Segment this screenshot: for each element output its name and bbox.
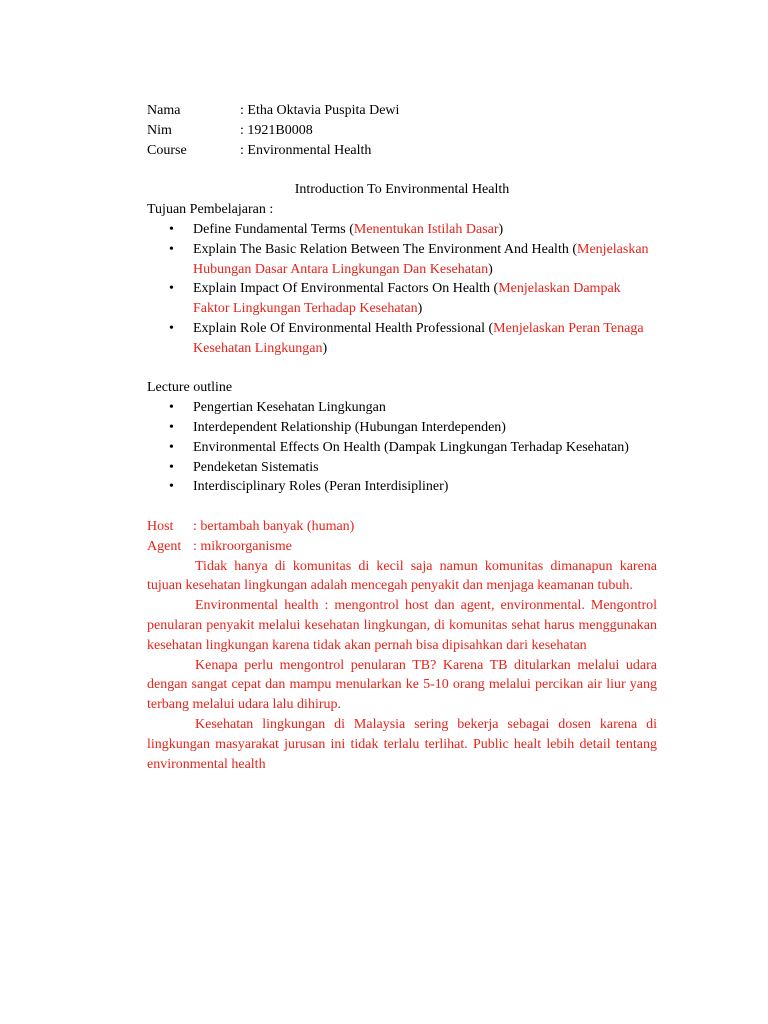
agent-value: : mikroorganisme [193, 538, 292, 554]
agent-label: Agent [147, 538, 182, 554]
field-label: Nim [147, 122, 172, 138]
field-course [147, 141, 657, 161]
item-english: Explain Role Of Environmental Health Professional ( [193, 320, 494, 336]
note-paragraph: Kesehatan lingkungan di Malaysia sering bekerja sebagai dosen karena di lingkungan masyarakat jurusan ini tidak terlalu terlihat. Public healt lebih detail tentang environmental health [147, 716, 657, 772]
item-translation: Menjelaskan Peran Tenaga Kesehatan Lingkungan [193, 320, 644, 356]
outline-heading: Lecture outline [147, 380, 233, 396]
item-text: Pengertian Kesehatan Lingkungan [193, 400, 386, 416]
bullet-icon: • [169, 459, 174, 475]
bullet-icon: • [169, 281, 174, 297]
list-item [147, 319, 657, 359]
document-title: Introduction To Environmental Health [294, 182, 510, 198]
document-page [147, 101, 657, 774]
lecture-notes [147, 517, 657, 774]
bullet-icon: • [169, 241, 174, 257]
item-translation: Menentukan Istilah Dasar [353, 221, 499, 237]
field-nama [147, 101, 657, 121]
note-paragraph: Environmental health : mengontrol host dan agent, environmental. Mengontrol penularan penyakit melalui kesehatan lingkungan, di komunitas sehat harus menggunakan kesehatan lingkungan karena tidak akan pernah bisa dipisahkan dari kesehatan [147, 598, 657, 653]
item-text: Interdependent Relationship (Hubungan Interdependen) [193, 419, 506, 435]
field-value: : Etha Oktavia Puspita Dewi [240, 103, 400, 118]
bullet-icon: • [169, 439, 174, 455]
list-item [147, 477, 657, 497]
item-close-paren: ) [488, 261, 493, 277]
item-english: Define Fundamental Terms ( [193, 221, 354, 237]
field-value: : Environmental Health [240, 142, 372, 158]
header-info [147, 101, 657, 160]
item-english: Explain The Basic Relation Between The Environment And Health ( [193, 241, 578, 257]
outline-list [147, 398, 657, 497]
agent-row [147, 537, 657, 557]
bullet-icon: • [169, 320, 174, 336]
objectives-heading: Tujuan Pembelajaran : [147, 202, 274, 218]
host-row [147, 517, 657, 537]
host-label: Host [147, 518, 174, 534]
list-item [147, 240, 657, 280]
list-item [147, 220, 657, 240]
note-paragraph: Tidak hanya di komunitas di kecil saja namun komunitas dimanapun karena tujuan kesehatan lingkungan adalah mencegah penyakit dan menjaga keamanan tubuh. [147, 558, 657, 594]
bullet-icon: • [169, 479, 174, 495]
bullet-icon: • [169, 419, 174, 435]
field-nim [147, 121, 657, 141]
item-close-paren: ) [417, 301, 423, 317]
list-item [147, 398, 657, 418]
item-english: Explain Impact Of Environmental Factors On Health ( [193, 281, 499, 297]
field-value: : 1921B0008 [240, 122, 313, 138]
spacer [147, 497, 657, 517]
item-translation: Menjelaskan Hubungan Dasar Antara Lingkungan Dan Kesehatan [193, 241, 649, 277]
list-item [147, 438, 657, 458]
item-close-paren: ) [498, 221, 504, 237]
bullet-icon: • [169, 221, 174, 237]
spacer [147, 359, 657, 379]
item-translation: Menjelaskan Dampak Faktor Lingkungan Terhadap Kesehatan [193, 281, 621, 317]
list-item [147, 418, 657, 438]
field-label: Course [147, 142, 187, 158]
list-item [147, 279, 657, 319]
item-text: Pendeketan Sistematis [193, 459, 319, 475]
list-item [147, 458, 657, 478]
host-value: : bertambah banyak (human) [193, 518, 355, 534]
field-label: Nama [147, 103, 181, 118]
objectives-list [147, 220, 657, 359]
note-paragraph: Kenapa perlu mengontrol penularan TB? Karena TB ditularkan melalui udara dengan sangat cepat dan mampu menularkan ke 5-10 orang melalui percikan air liur yang terbang melalui udara lalu dihirup. [147, 657, 657, 713]
item-text: Interdisciplinary Roles (Peran Interdisipliner) [193, 479, 449, 495]
bullet-icon: • [169, 400, 174, 416]
item-close-paren: ) [322, 340, 328, 356]
item-text: Environmental Effects On Health (Dampak Lingkungan Terhadap Kesehatan) [193, 439, 629, 455]
